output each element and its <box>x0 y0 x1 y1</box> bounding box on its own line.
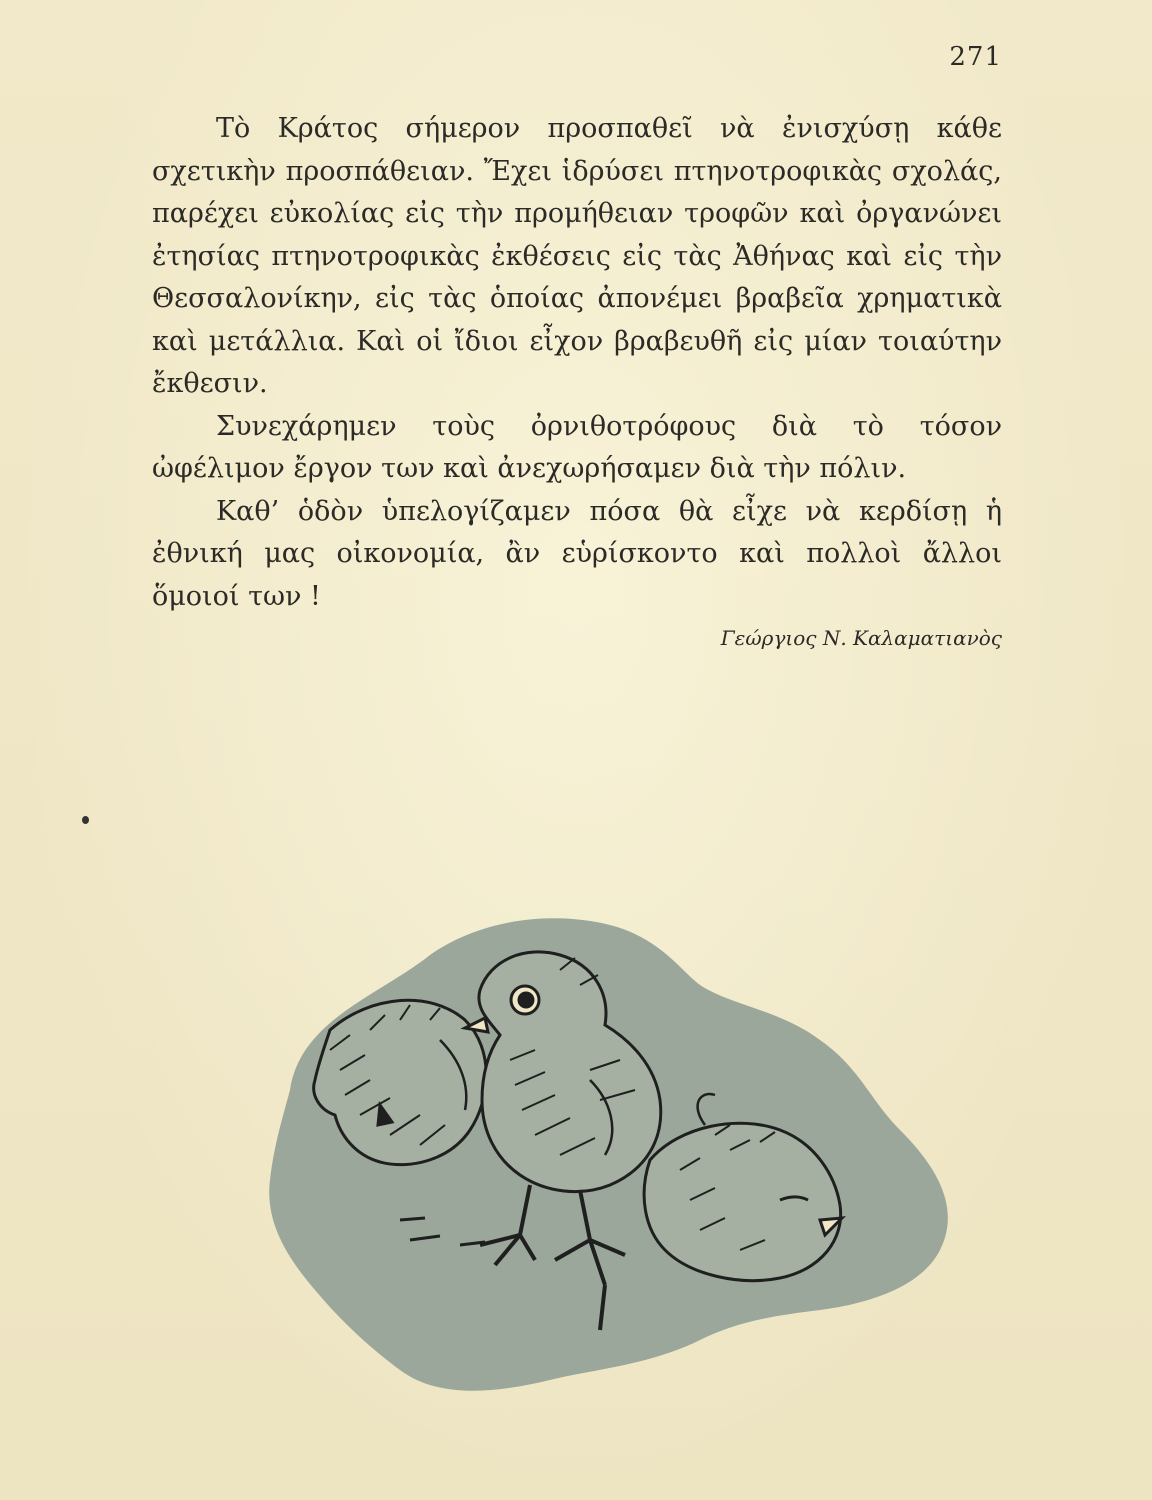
paragraph-1: Τὸ Κράτος σήμερον προσπαθεῖ νὰ ἐνισχύσῃ κάθε σχετικὴν προσπάθειαν. Ἔχει ἱδρύσει πτηνοτροφικὰς σχολάς, παρέχει εὐκολίας εἰς τὴν προμήθειαν τροφῶν καὶ ὀργανώνει ἐτησίας πτηνοτροφικὰς ἐκθέσεις εἰς τὰς Ἀθήνας καὶ εἰς τὴν Θεσσαλονίκην, εἰς τὰς ὁποίας ἀπονέμει βραβεῖα χρηματικὰ καὶ μετάλλια. Καὶ οἱ ἴδιοι εἶχον βραβευθῆ εἰς μίαν τοιαύτην ἔκθεσιν. <box>152 113 1002 399</box>
page-number: 271 <box>949 42 1002 72</box>
body-text <box>152 108 1002 618</box>
chicks-illustration <box>260 900 960 1420</box>
ink-speck <box>82 816 89 824</box>
paragraph-3: Καθ’ ὁδὸν ὑπελογίζαμεν πόσα θὰ εἶχε νὰ κερδίσῃ ἡ ἐθνική μας οἰκονομία, ἂν εὑρίσκοντο καὶ πολλοὶ ἄλλοι ὅμοιοί των ! <box>152 495 1002 612</box>
paragraph-2: Συνεχάρημεν τοὺς ὀρνιθοτρόφους διὰ τὸ τόσον ὠφέλιμον ἔργον των καὶ ἀνεχωρήσαμεν διὰ τὴν πόλιν. <box>152 410 1002 484</box>
author-signature: Γεώργιος Ν. Καλαματιανὸς <box>720 626 1002 650</box>
